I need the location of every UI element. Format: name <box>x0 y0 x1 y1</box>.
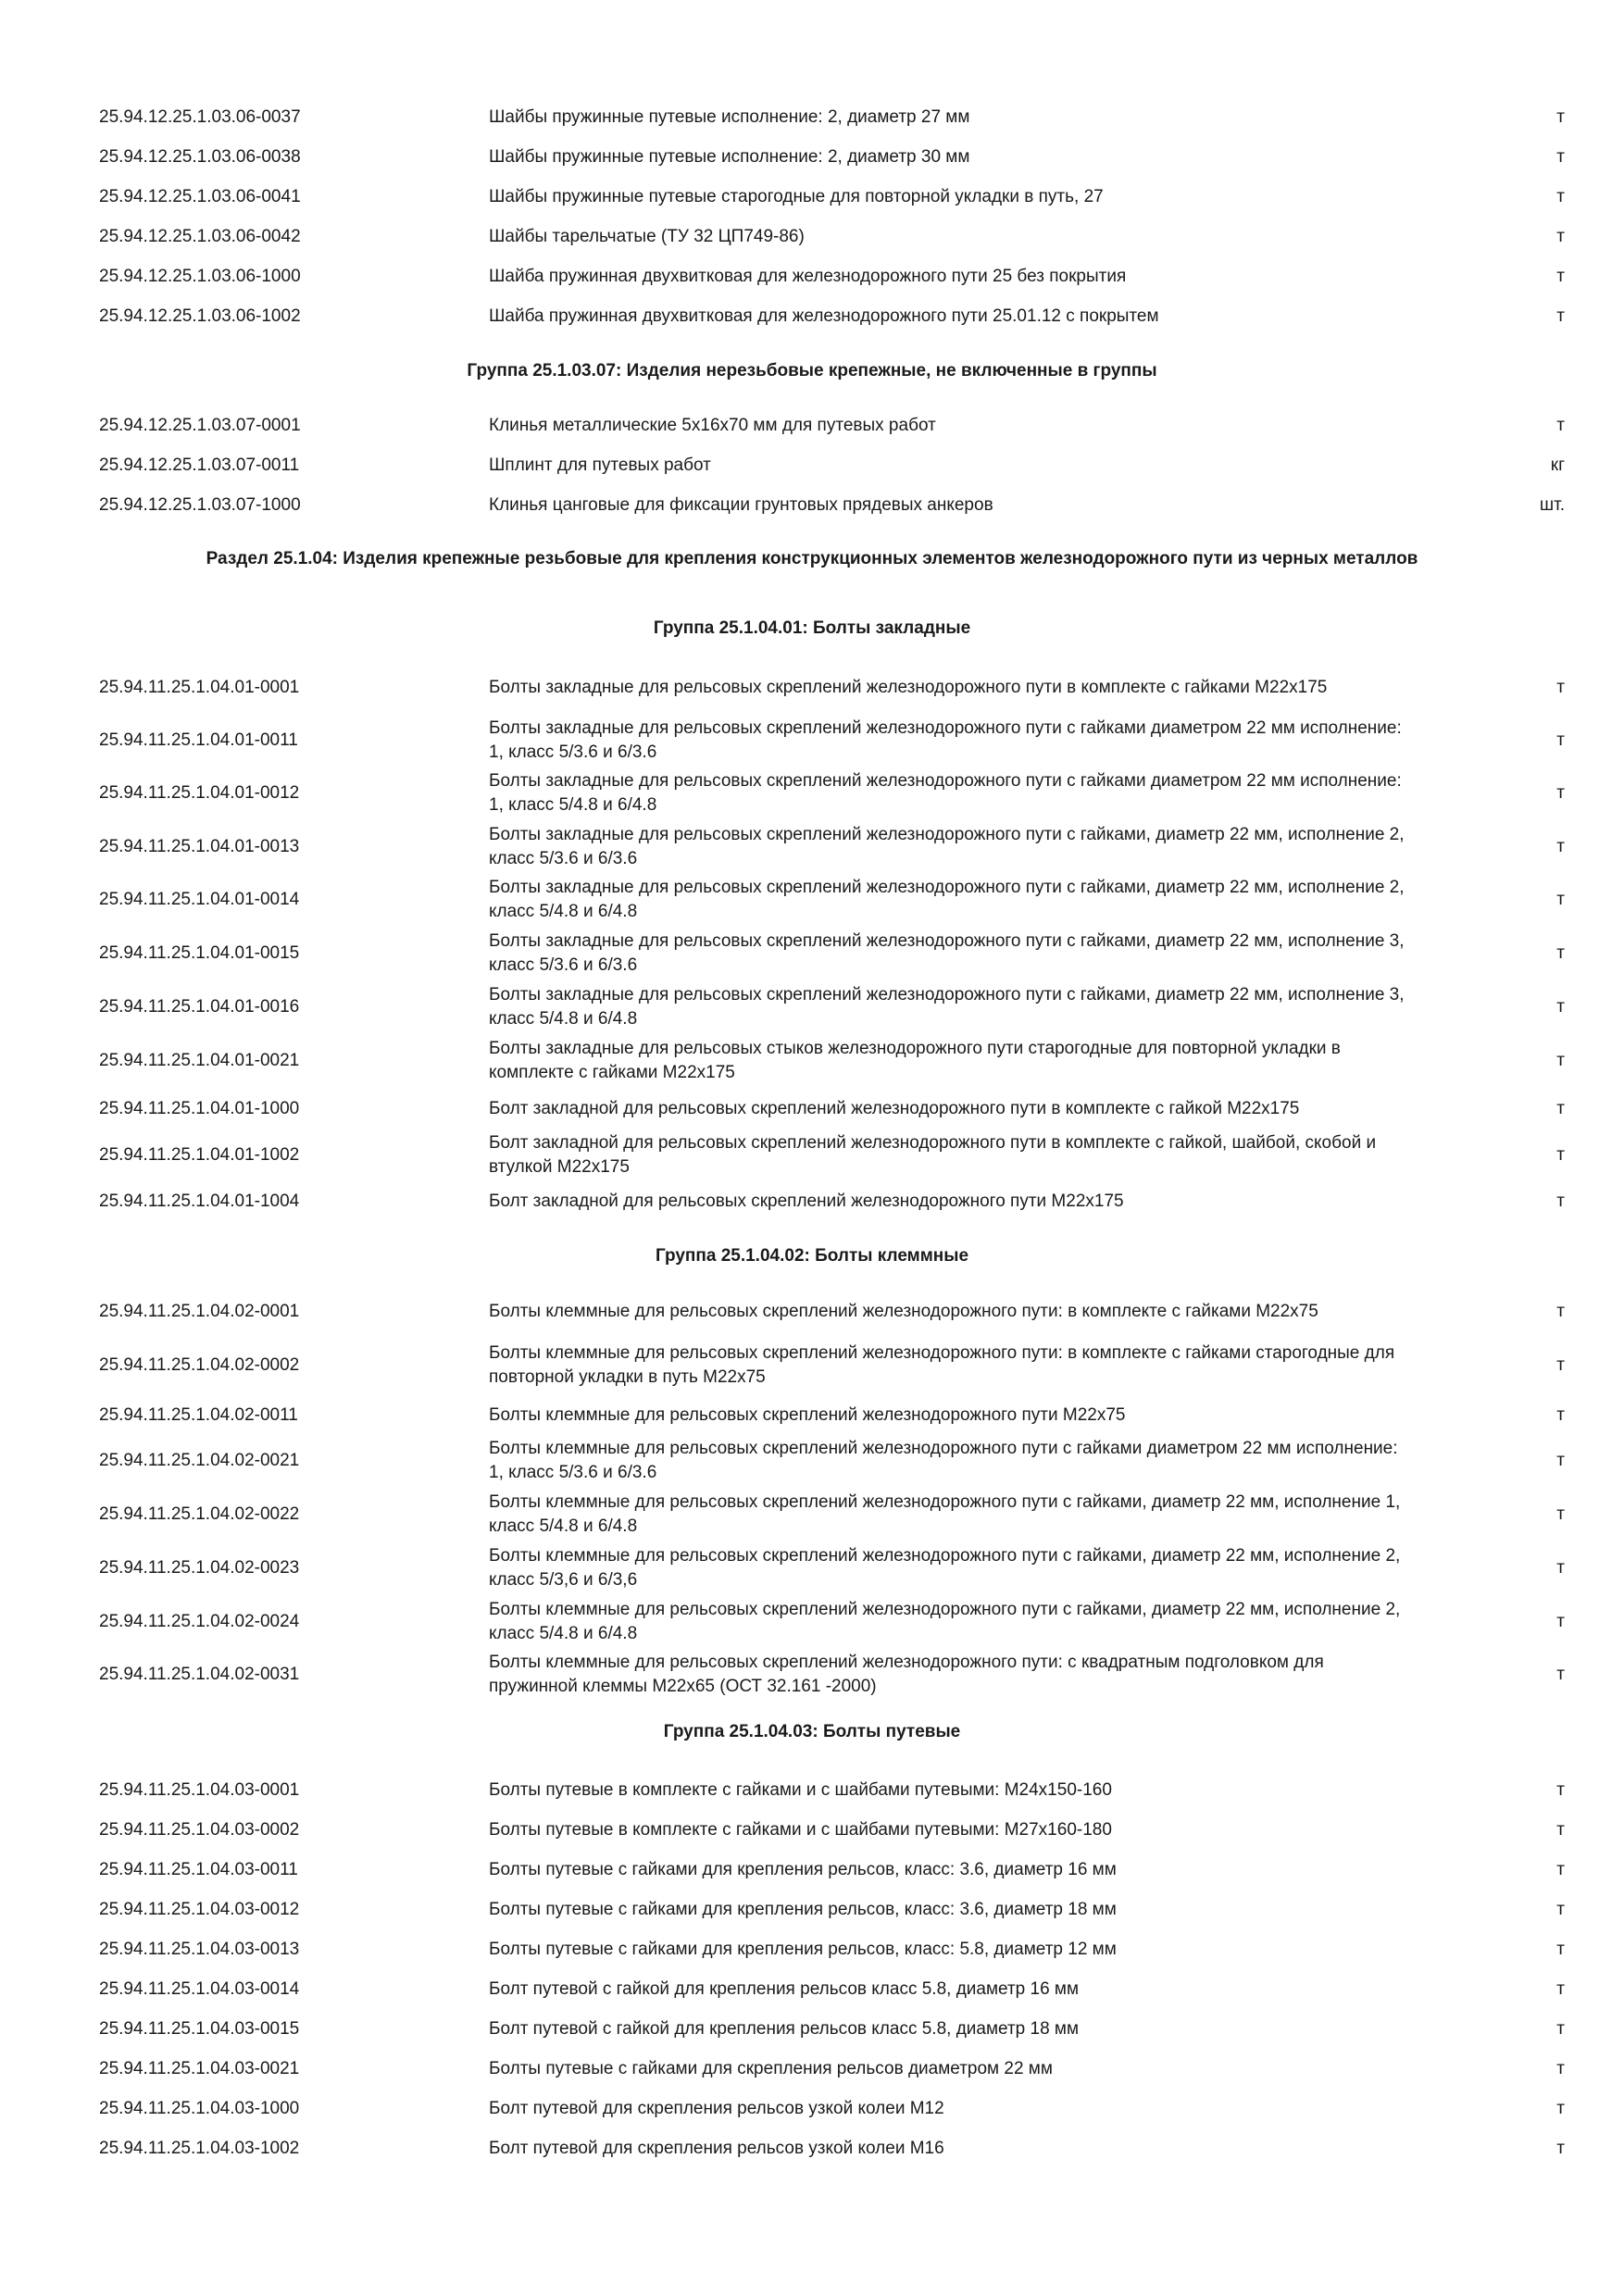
item-unit: т <box>1556 1820 1565 1840</box>
item-code: 25.94.11.25.1.04.03-0015 <box>99 2019 300 2039</box>
item-name: Болт закладной для рельсовых скреплений железнодорожного пути М22х175 <box>489 1192 1124 1211</box>
item-unit: т <box>1556 1665 1565 1684</box>
item-unit: т <box>1556 678 1565 697</box>
item-code: 25.94.11.25.1.04.02-0022 <box>99 1504 300 1524</box>
item-unit: т <box>1556 1355 1565 1375</box>
item-name: Шайбы тарельчатые (ТУ 32 ЦП749-86) <box>489 227 805 246</box>
item-name: Болты закладные для рельсовых скреплений железнодорожного пути с гайками диаметром 22 мм исполнение: 1, класс 5/4.8 и 6/4.8 <box>489 771 1402 815</box>
item-code: 25.94.11.25.1.04.03-0021 <box>99 2059 300 2078</box>
item-code: 25.94.11.25.1.04.02-0024 <box>99 1612 300 1631</box>
item-name: Болты путевые с гайками для крепления рельсов, класс: 3.6, диаметр 16 мм <box>489 1860 1117 1879</box>
item-unit: т <box>1556 1900 1565 1919</box>
item-unit: т <box>1556 1860 1565 1879</box>
item-name: Болт путевой с гайкой для крепления рельсов класс 5.8, диаметр 18 мм <box>489 2019 1080 2039</box>
item-unit: т <box>1556 147 1565 167</box>
item-unit: т <box>1556 1145 1565 1165</box>
item-code: 25.94.11.25.1.04.03-0002 <box>99 1820 300 1840</box>
item-unit: т <box>1556 187 1565 206</box>
group-heading: Группа 25.1.04.01: Болты закладные <box>653 618 971 638</box>
group-heading: Группа 25.1.04.02: Болты клеммные <box>655 1246 969 1266</box>
item-code: 25.94.11.25.1.04.01-1000 <box>99 1099 300 1118</box>
item-unit: т <box>1556 416 1565 435</box>
item-code: 25.94.11.25.1.04.03-0001 <box>99 1780 300 1800</box>
item-name: Болты клеммные для рельсовых скреплений железнодорожного пути с гайками диаметром 22 мм исполнение: 1, класс 5/3.6 и 6/3.6 <box>489 1439 1398 1482</box>
item-name: Шплинт для путевых работ <box>489 455 711 475</box>
item-code: 25.94.11.25.1.04.02-0002 <box>99 1355 300 1375</box>
item-unit: т <box>1556 997 1565 1017</box>
item-name: Болты клеммные для рельсовых скреплений железнодорожного пути М22х75 <box>489 1405 1126 1425</box>
item-name: Болты путевые с гайками для крепления рельсов, класс: 3.6, диаметр 18 мм <box>489 1900 1117 1919</box>
item-code: 25.94.11.25.1.04.02-0001 <box>99 1302 300 1321</box>
item-name: Болты путевые в комплекте с гайками и с шайбами путевыми: М27х160-180 <box>489 1820 1112 1840</box>
item-unit: т <box>1556 783 1565 803</box>
item-code: 25.94.11.25.1.04.01-0015 <box>99 943 300 963</box>
item-code: 25.94.11.25.1.04.01-0012 <box>99 783 300 803</box>
item-unit: т <box>1556 306 1565 326</box>
item-code: 25.94.12.25.1.03.06-1002 <box>99 306 301 326</box>
item-code: 25.94.12.25.1.03.06-1000 <box>99 267 301 286</box>
item-code: 25.94.11.25.1.04.03-0011 <box>99 1860 298 1879</box>
item-unit: т <box>1556 1504 1565 1524</box>
item-code: 25.94.12.25.1.03.06-0042 <box>99 227 301 246</box>
item-unit: т <box>1556 2019 1565 2039</box>
item-unit: т <box>1556 837 1565 856</box>
item-code: 25.94.11.25.1.04.01-0016 <box>99 997 300 1017</box>
item-code: 25.94.11.25.1.04.01-0021 <box>99 1051 300 1070</box>
item-name: Болт путевой с гайкой для крепления рельсов класс 5.8, диаметр 16 мм <box>489 1979 1080 1999</box>
item-name: Болт путевой для скрепления рельсов узкой колеи М16 <box>489 2139 944 2158</box>
item-unit: т <box>1556 943 1565 963</box>
item-name: Болты путевые с гайками для скрепления рельсов диаметром 22 мм <box>489 2059 1053 2078</box>
section-heading: Раздел 25.1.04: Изделия крепежные резьбовые для крепления конструкционных элементов железнодорожного пути из черных металлов <box>206 549 1418 568</box>
item-unit: т <box>1556 1979 1565 1999</box>
item-unit: т <box>1556 1940 1565 1959</box>
item-code: 25.94.11.25.1.04.01-0001 <box>99 678 300 697</box>
item-name: Шайбы пружинные путевые исполнение: 2, диаметр 30 мм <box>489 147 970 167</box>
item-code: 25.94.11.25.1.04.03-1000 <box>99 2099 300 2118</box>
item-name: Болты клеммные для рельсовых скреплений железнодорожного пути с гайками, диаметр 22 мм, исполнение 2, класс 5/4.8 и 6/4.8 <box>489 1600 1401 1643</box>
item-unit: т <box>1556 1099 1565 1118</box>
item-name: Болты закладные для рельсовых стыков железнодорожного пути старогодные для повторной укладки в комплекте с гайками М22х175 <box>489 1039 1341 1082</box>
item-name: Болты клеммные для рельсовых скреплений железнодорожного пути: с квадратным подголовком для пружинной клеммы М22х65 (ОСТ 32.161 -2000) <box>489 1653 1324 1696</box>
group-heading: Группа 25.1.03.07: Изделия нерезьбовые крепежные, не включенные в группы <box>467 361 1157 381</box>
item-code: 25.94.12.25.1.03.07-0011 <box>99 455 300 475</box>
item-name: Болты путевые с гайками для крепления рельсов, класс: 5.8, диаметр 12 мм <box>489 1940 1117 1959</box>
item-name: Болты закладные для рельсовых скреплений железнодорожного пути в комплекте с гайками М22х175 <box>489 678 1328 697</box>
item-name: Болты закладные для рельсовых скреплений железнодорожного пути с гайками, диаметр 22 мм, исполнение 3, класс 5/3.6 и 6/3.6 <box>489 931 1405 975</box>
item-unit: т <box>1556 2099 1565 2118</box>
item-unit: т <box>1556 1612 1565 1631</box>
item-name: Болты закладные для рельсовых скреплений железнодорожного пути с гайками, диаметр 22 мм, исполнение 2, класс 5/4.8 и 6/4.8 <box>489 878 1405 921</box>
item-unit: т <box>1556 1558 1565 1578</box>
item-name: Болты закладные для рельсовых скреплений железнодорожного пути с гайками, диаметр 22 мм, исполнение 2, класс 5/3.6 и 6/3.6 <box>489 825 1405 868</box>
item-code: 25.94.11.25.1.04.03-0014 <box>99 1979 300 1999</box>
item-code: 25.94.11.25.1.04.01-1004 <box>99 1192 300 1211</box>
item-unit: т <box>1556 890 1565 909</box>
item-code: 25.94.12.25.1.03.06-0038 <box>99 147 301 167</box>
item-unit: т <box>1556 1192 1565 1211</box>
item-name: Шайбы пружинные путевые исполнение: 2, диаметр 27 мм <box>489 107 970 127</box>
item-unit: шт. <box>1539 495 1565 515</box>
item-code: 25.94.11.25.1.04.02-0023 <box>99 1558 300 1578</box>
item-unit: т <box>1556 2059 1565 2078</box>
item-code: 25.94.11.25.1.04.01-0013 <box>99 837 300 856</box>
item-unit: т <box>1556 267 1565 286</box>
item-name: Болт путевой для скрепления рельсов узкой колеи М12 <box>489 2099 944 2118</box>
item-name: Шайба пружинная двухвитковая для железнодорожного пути 25 без покрытия <box>489 267 1127 286</box>
item-name: Болты клеммные для рельсовых скреплений железнодорожного пути с гайками, диаметр 22 мм, исполнение 1, класс 5/4.8 и 6/4.8 <box>489 1492 1401 1536</box>
item-name: Шайба пружинная двухвитковая для железнодорожного пути 25.01.12 с покрытем <box>489 306 1159 326</box>
item-unit: т <box>1556 2139 1565 2158</box>
item-unit: т <box>1556 1780 1565 1800</box>
item-code: 25.94.11.25.1.04.03-0013 <box>99 1940 300 1959</box>
item-code: 25.94.12.25.1.03.06-0041 <box>99 187 301 206</box>
item-name: Болты клеммные для рельсовых скреплений железнодорожного пути: в комплекте с гайками М22х75 <box>489 1302 1318 1321</box>
item-unit: кг <box>1550 455 1565 475</box>
item-code: 25.94.11.25.1.04.01-0011 <box>99 730 298 750</box>
item-unit: т <box>1556 1405 1565 1425</box>
item-code: 25.94.12.25.1.03.07-0001 <box>99 416 301 435</box>
item-unit: т <box>1556 1451 1565 1470</box>
item-code: 25.94.11.25.1.04.02-0031 <box>99 1665 300 1684</box>
item-unit: т <box>1556 1302 1565 1321</box>
item-name: Болты путевые в комплекте с гайками и с шайбами путевыми: М24х150-160 <box>489 1780 1112 1800</box>
item-code: 25.94.12.25.1.03.07-1000 <box>99 495 301 515</box>
item-code: 25.94.11.25.1.04.03-1002 <box>99 2139 300 2158</box>
item-code: 25.94.11.25.1.04.03-0012 <box>99 1900 300 1919</box>
item-unit: т <box>1556 730 1565 750</box>
item-name: Болты клеммные для рельсовых скреплений железнодорожного пути с гайками, диаметр 22 мм, исполнение 2, класс 5/3,6 и 6/3,6 <box>489 1546 1401 1590</box>
item-unit: т <box>1556 1051 1565 1070</box>
item-code: 25.94.11.25.1.04.01-0014 <box>99 890 300 909</box>
item-name: Болты закладные для рельсовых скреплений железнодорожного пути с гайками, диаметр 22 мм, исполнение 3, класс 5/4.8 и 6/4.8 <box>489 985 1405 1029</box>
item-name: Шайбы пружинные путевые старогодные для повторной укладки в путь, 27 <box>489 187 1104 206</box>
item-name: Болты закладные для рельсовых скреплений железнодорожного пути с гайками диаметром 22 мм исполнение: 1, класс 5/3.6 и 6/3.6 <box>489 718 1402 762</box>
item-code: 25.94.11.25.1.04.02-0011 <box>99 1405 298 1425</box>
item-name: Клинья металлические 5х16х70 мм для путевых работ <box>489 416 936 435</box>
item-code: 25.94.11.25.1.04.01-1002 <box>99 1145 300 1165</box>
item-name: Болт закладной для рельсовых скреплений железнодорожного пути в комплекте с гайкой М22х175 <box>489 1099 1300 1118</box>
item-name: Болт закладной для рельсовых скреплений железнодорожного пути в комплекте с гайкой, шайбой, скобой и втулкой М22х175 <box>489 1133 1377 1177</box>
item-name: Клинья цанговые для фиксации грунтовых прядевых анкеров <box>489 495 993 515</box>
item-unit: т <box>1556 227 1565 246</box>
item-unit: т <box>1556 107 1565 127</box>
group-heading: Группа 25.1.04.03: Болты путевые <box>663 1722 961 1741</box>
item-name: Болты клеммные для рельсовых скреплений железнодорожного пути: в комплекте с гайками старогодные для повторной укладки в путь М22х75 <box>489 1343 1395 1387</box>
item-code: 25.94.11.25.1.04.02-0021 <box>99 1451 300 1470</box>
item-code: 25.94.12.25.1.03.06-0037 <box>99 107 301 127</box>
